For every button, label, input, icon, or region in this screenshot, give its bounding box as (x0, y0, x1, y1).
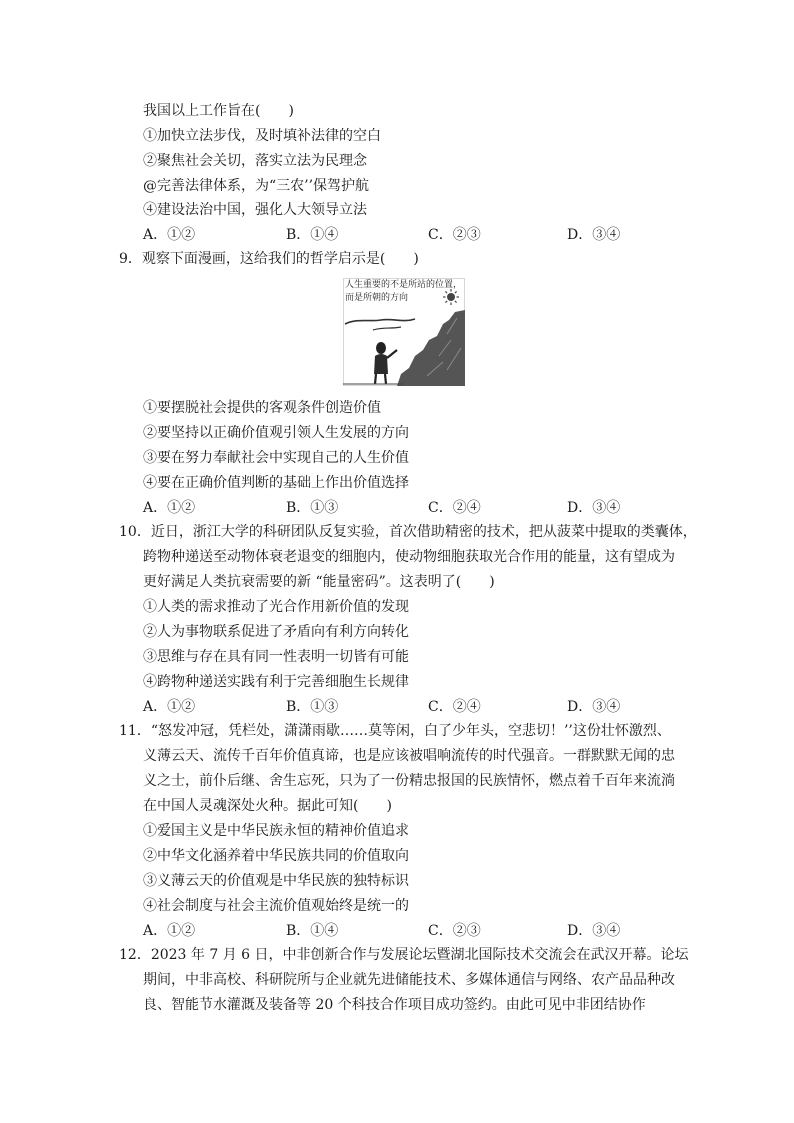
q12-stem-line-3: 良、智能节水灌溉及装备等 20 个科技合作项目成功签约。由此可见中非团结协作 (143, 997, 646, 1013)
cartoon-caption-line-2: 而是所朝的方向 (345, 293, 409, 303)
q11-choice-b: B．①④ (286, 923, 339, 939)
q10-item-4: ④跨物种递送实践有利于完善细胞生长规律 (143, 674, 409, 690)
q10-stem-line-1: 10．近日，浙江大学的科研团队反复实验，首次借助精密的技术，把从菠菜中提取的类囊体， (119, 524, 697, 540)
q9-choice-b: B．①③ (286, 500, 339, 516)
q11-choice-d: D．③④ (567, 923, 621, 939)
q9-choice-a: A．①② (143, 500, 196, 516)
q8-item-1: ①加快立法步伐，及时填补法律的空白 (143, 128, 381, 144)
q10-choice-b: B．①③ (286, 699, 339, 715)
q11-stem-line-1: 11．“怒发冲冠，凭栏处，潇潇雨歇……莫等闲，白了少年头，空悲切！’’这份壮怀激烈、 (119, 723, 671, 739)
q9-choice-c: C．②④ (428, 500, 481, 516)
q11-item-4: ④社会制度与社会主流价值观始终是统一的 (143, 898, 409, 914)
q8-stem: 我国以上工作旨在( ) (143, 103, 294, 119)
q9-cartoon (343, 278, 465, 386)
q9-item-2: ②要坚持以正确价值观引领人生发展的方向 (143, 425, 409, 441)
q9-choice-d: D．③④ (567, 500, 621, 516)
q9-item-4: ④要在正确价值判断的基础上作出价值选择 (143, 475, 409, 491)
q9-item-3: ③要在努力奉献社会中实现自己的人生价值 (143, 450, 409, 466)
q9-stem: 9．观察下面漫画，这给我们的哲学启示是( ) (119, 251, 419, 267)
q8-choice-d: D．③④ (567, 227, 621, 243)
q10-item-2: ②人为事物联系促进了矛盾向有利方向转化 (143, 624, 409, 640)
q10-choice-c: C．②④ (428, 699, 481, 715)
q12-stem-line-2: 期间，中非高校、科研院所与企业就先进储能技术、多媒体通信与网络、农产品品种改 (143, 972, 675, 988)
cartoon-caption-line-1: 人生重要的不是所站的位置， (345, 280, 463, 290)
q8-item-4: ④建设法治中国，强化人大领导立法 (143, 202, 367, 218)
q11-item-2: ②中华文化涵养着中华民族共同的价值取向 (143, 848, 409, 864)
q12-stem-line-1: 12．2023 年 7 月 6 日，中非创新合作与发展论坛暨湖北国际技术交流会在武汉开幕。论坛 (119, 947, 689, 963)
q11-stem-line-4: 在中国人灵魂深处火种。据此可知( ) (143, 798, 392, 814)
q10-stem-line-2: 跨物种递送至动物体衰老退变的细胞内，使动物细胞获取光合作用的能量，这有望成为 (143, 549, 675, 565)
q10-choice-a: A．①② (143, 699, 196, 715)
q11-choice-c: C．②③ (428, 923, 481, 939)
q8-choice-a: A．①② (143, 227, 196, 243)
q11-stem-line-3: 义之士，前仆后继、舍生忘死，只为了一份精忠报国的民族情怀，燃点着千百年来流淌 (143, 773, 675, 789)
q8-item-3: @完善法律体系，为“三农’’保驾护航 (143, 178, 370, 194)
q10-choice-d: D．③④ (567, 699, 621, 715)
q10-stem-line-3: 更好满足人类抗衰需要的新 “能量密码”。这表明了( ) (143, 574, 495, 590)
q9-item-1: ①要摆脱社会提供的客观条件创造价值 (143, 400, 381, 416)
q11-choice-a: A．①② (143, 923, 196, 939)
q11-item-3: ③义薄云天的价值观是中华民族的独特标识 (143, 873, 409, 889)
q10-item-1: ①人类的需求推动了光合作用新价值的发现 (143, 599, 409, 615)
q8-choice-c: C．②③ (428, 227, 481, 243)
q11-item-1: ①爱国主义是中华民族永恒的精神价值追求 (143, 823, 409, 839)
q8-choice-b: B．①④ (286, 227, 339, 243)
q10-item-3: ③思维与存在具有同一性表明一切皆有可能 (143, 649, 409, 665)
q8-item-2: ②聚焦社会关切，落实立法为民理念 (143, 153, 367, 169)
q11-stem-line-2: 义薄云天、流传千百年价值真谛，也是应该被唱响流传的时代强音。一群默默无闻的忠 (143, 748, 675, 764)
